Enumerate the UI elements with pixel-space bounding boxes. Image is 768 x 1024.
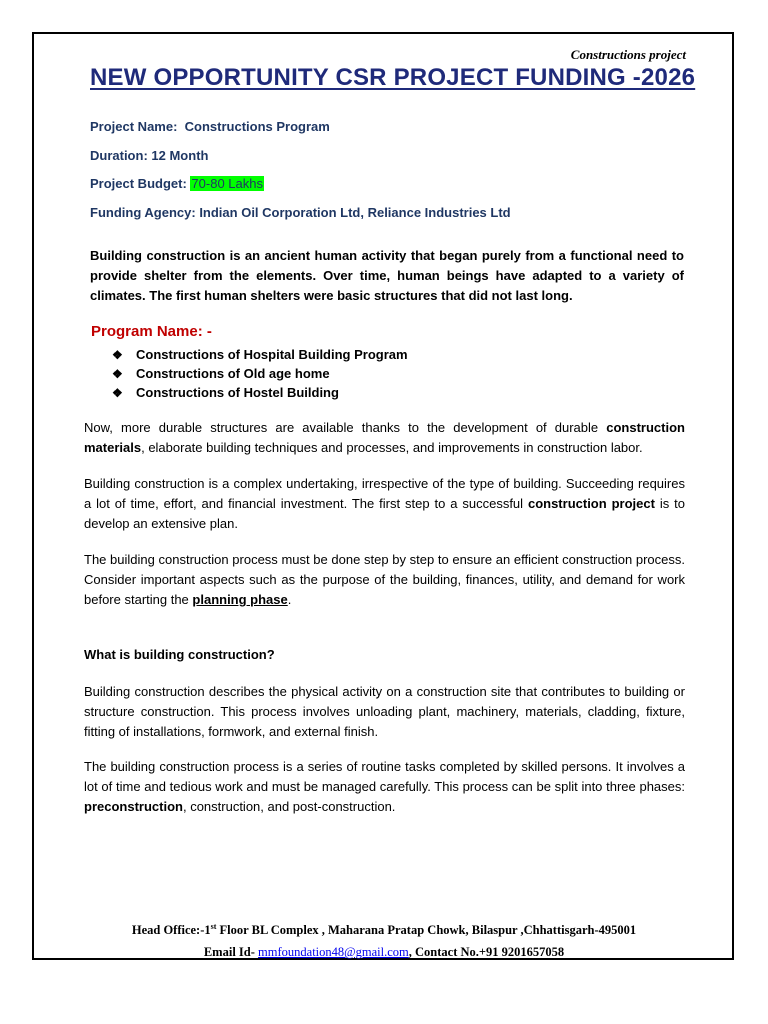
agency-row [90,205,511,220]
program-list [112,345,408,402]
intro-paragraph: Building construction is an ancient human activity that began purely from a functional need to provide shelter from the elements. Over time, human beings have adapted to a variety of climates. The first human shelters were basic structures that did not last long. [90,248,684,303]
project-name-row [90,119,330,134]
list-item: ❖ Constructions of Old age home [112,364,408,383]
paragraph-process: The building construction process must be done step by step to ensure an efficient construction process. Consider important aspects such as the purpose of the building, finances, utility, and demand for work before starting the planning phase. [84,552,685,607]
duration-value: 12 Month [151,148,209,163]
budget-label: Project Budget: [90,176,187,191]
planning-phase-link[interactable]: planning phase [192,592,288,607]
agency-value: Indian Oil Corporation Ltd, Reliance Industries Ltd [199,205,511,220]
duration-row [90,148,208,163]
diamond-bullet-icon: ❖ [112,367,123,381]
duration-label: Duration: [90,148,148,163]
list-item: ❖ Constructions of Hostel Building [112,383,408,402]
page-title: NEW OPPORTUNITY CSR PROJECT FUNDING -2026 [90,64,696,91]
program-heading: Program Name: - [91,323,212,340]
budget-row [90,176,264,191]
footer-contact: Email Id- mmfoundation48@gmail.com, Contact No.+91 9201657058 [203,945,565,959]
header-note: Constructions project [570,47,686,62]
list-item: ❖ Constructions of Hospital Building Program [112,345,408,364]
footer-address: Head Office:-1st Floor BL Complex , Maharana Pratap Chowk, Bilaspur ,Chhattisgarh-495001 [131,922,637,938]
paragraph-phases: The building construction process is a series of routine tasks completed by skilled persons. It involves a lot of time and tedious work and must be managed carefully. This process can be split into three phases: preconstruction, construction, and post-construction. [84,759,685,814]
section-heading: What is building construction? [84,647,275,662]
email-link[interactable]: mmfoundation48@gmail.com [258,945,409,959]
paragraph-definition: Building construction describes the physical activity on a construction site that contributes to building or structure construction. This process involves unloading plant, machinery, materials, cladding, fixture, fitting of installations, formwork, and external finish. [84,684,685,739]
paragraph-complexity: Building construction is a complex undertaking, irrespective of the type of building. Succeeding requires a lot of time, effort, and financial investment. The first step to a successful construction project is to develop an extensive plan. [84,476,685,531]
project-name-label: Project Name: [90,119,178,134]
paragraph-materials: Now, more durable structures are available thanks to the development of durable construction materials, elaborate building techniques and processes, and improvements in construction labor. [84,420,685,455]
budget-value-highlight: 70-80 Lakhs [191,176,263,191]
diamond-bullet-icon: ❖ [112,386,123,400]
diamond-bullet-icon: ❖ [112,348,123,362]
agency-label: Funding Agency: [90,205,196,220]
project-name-value: Constructions Program [184,119,330,134]
